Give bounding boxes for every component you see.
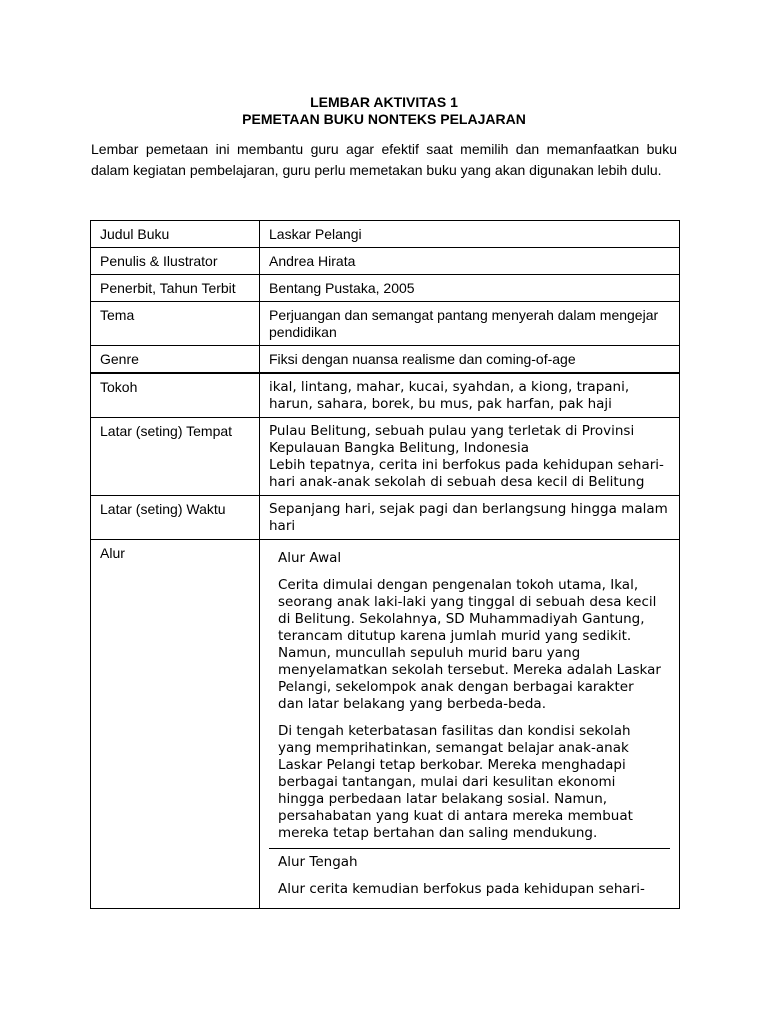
alur-awal-paragraph-1: Cerita dimulai dengan pengenalan tokoh utama, Ikal, seorang anak laki-laki yang tinggal di sebuah desa kecil di Belitung. Sekolahnya, SD Muhammadiyah Gantung, terancam ditutup karena jumlah murid yang sedikit. Namun, muncullah sepuluh murid baru yang menyelamatkan sekolah tersebut. Mereka adalah Laskar Pelangi, sekelompok anak dengan berbagai karakter dan latar belakang yang berbeda-beda.	[278, 577, 661, 712]
row-value-alur	[260, 540, 680, 909]
row-label-tema: Tema	[91, 302, 260, 346]
alur-awal-title: Alur Awal	[278, 550, 342, 566]
row-label-penulis: Penulis & Ilustrator	[91, 248, 260, 275]
alur-tengah-title: Alur Tengah	[278, 854, 358, 870]
document-title: LEMBAR AKTIVITAS 1	[310, 94, 458, 110]
table-row	[91, 540, 680, 909]
row-value-tokoh: ikal, lintang, mahar, kucai, syahdan, a kiong, trapani, harun, sahara, borek, bu mus, pak harfan, pak haji	[260, 373, 680, 418]
alur-awal-paragraph-2: Di tengah keterbatasan fasilitas dan kondisi sekolah yang memprihatinkan, semangat belajar anak-anak Laskar Pelangi tetap berkobar. Mereka menghadapi berbagai tantangan, mulai dari kesulitan ekonomi hingga perbedaan latar belakang sosial. Namun, persahabatan yang kuat di antara mereka membuat mereka tetap bertahan dan saling mendukung.	[278, 723, 633, 841]
intro-paragraph: Lembar pemetaan ini membantu guru agar efektif saat memilih dan memanfaatkan buku dalam kegiatan pembelajaran, guru perlu memetakan buku yang akan digunakan lebih dulu.	[91, 141, 677, 178]
table-row	[91, 496, 680, 540]
table-row	[91, 373, 680, 418]
table-row	[91, 418, 680, 496]
row-value-latar-tempat	[260, 418, 680, 496]
book-mapping-table	[90, 220, 680, 909]
row-value-latar-waktu: Sepanjang hari, sejak pagi dan berlangsung hingga malam hari	[260, 496, 680, 540]
row-label-judul: Judul Buku	[91, 221, 260, 248]
table-row	[91, 302, 680, 346]
row-label-latar-waktu: Latar (seting) Waktu	[91, 496, 260, 540]
row-label-penerbit: Penerbit, Tahun Terbit	[91, 275, 260, 302]
alur-tengah-section	[269, 848, 670, 904]
table-row	[91, 275, 680, 302]
alur-awal-section	[269, 545, 670, 848]
row-value-judul: Laskar Pelangi	[260, 221, 680, 248]
row-label-tokoh: Tokoh	[91, 373, 260, 418]
latar-tempat-line2: Lebih tepatnya, cerita ini berfokus pada kehidupan sehari-hari anak-anak sekolah di sebuah desa kecil di Belitung	[269, 457, 664, 490]
row-value-tema: Perjuangan dan semangat pantang menyerah dalam mengejar pendidikan	[260, 302, 680, 346]
row-value-penulis: Andrea Hirata	[260, 248, 680, 275]
table-row	[91, 248, 680, 275]
latar-tempat-line1: Pulau Belitung, sebuah pulau yang terletak di Provinsi Kepulauan Bangka Belitung, Indonesia	[269, 423, 635, 456]
document-subtitle: PEMETAAN BUKU NONTEKS PELAJARAN	[242, 111, 526, 127]
row-label-genre: Genre	[91, 346, 260, 374]
row-value-penerbit: Bentang Pustaka, 2005	[260, 275, 680, 302]
row-label-alur: Alur	[91, 540, 260, 909]
row-label-latar-tempat: Latar (seting) Tempat	[91, 418, 260, 496]
alur-tengah-paragraph-1: Alur cerita kemudian berfokus pada kehidupan sehari-	[278, 881, 645, 897]
table-row	[91, 221, 680, 248]
row-value-genre: Fiksi dengan nuansa realisme dan coming-of-age	[260, 346, 680, 374]
table-row	[91, 346, 680, 374]
